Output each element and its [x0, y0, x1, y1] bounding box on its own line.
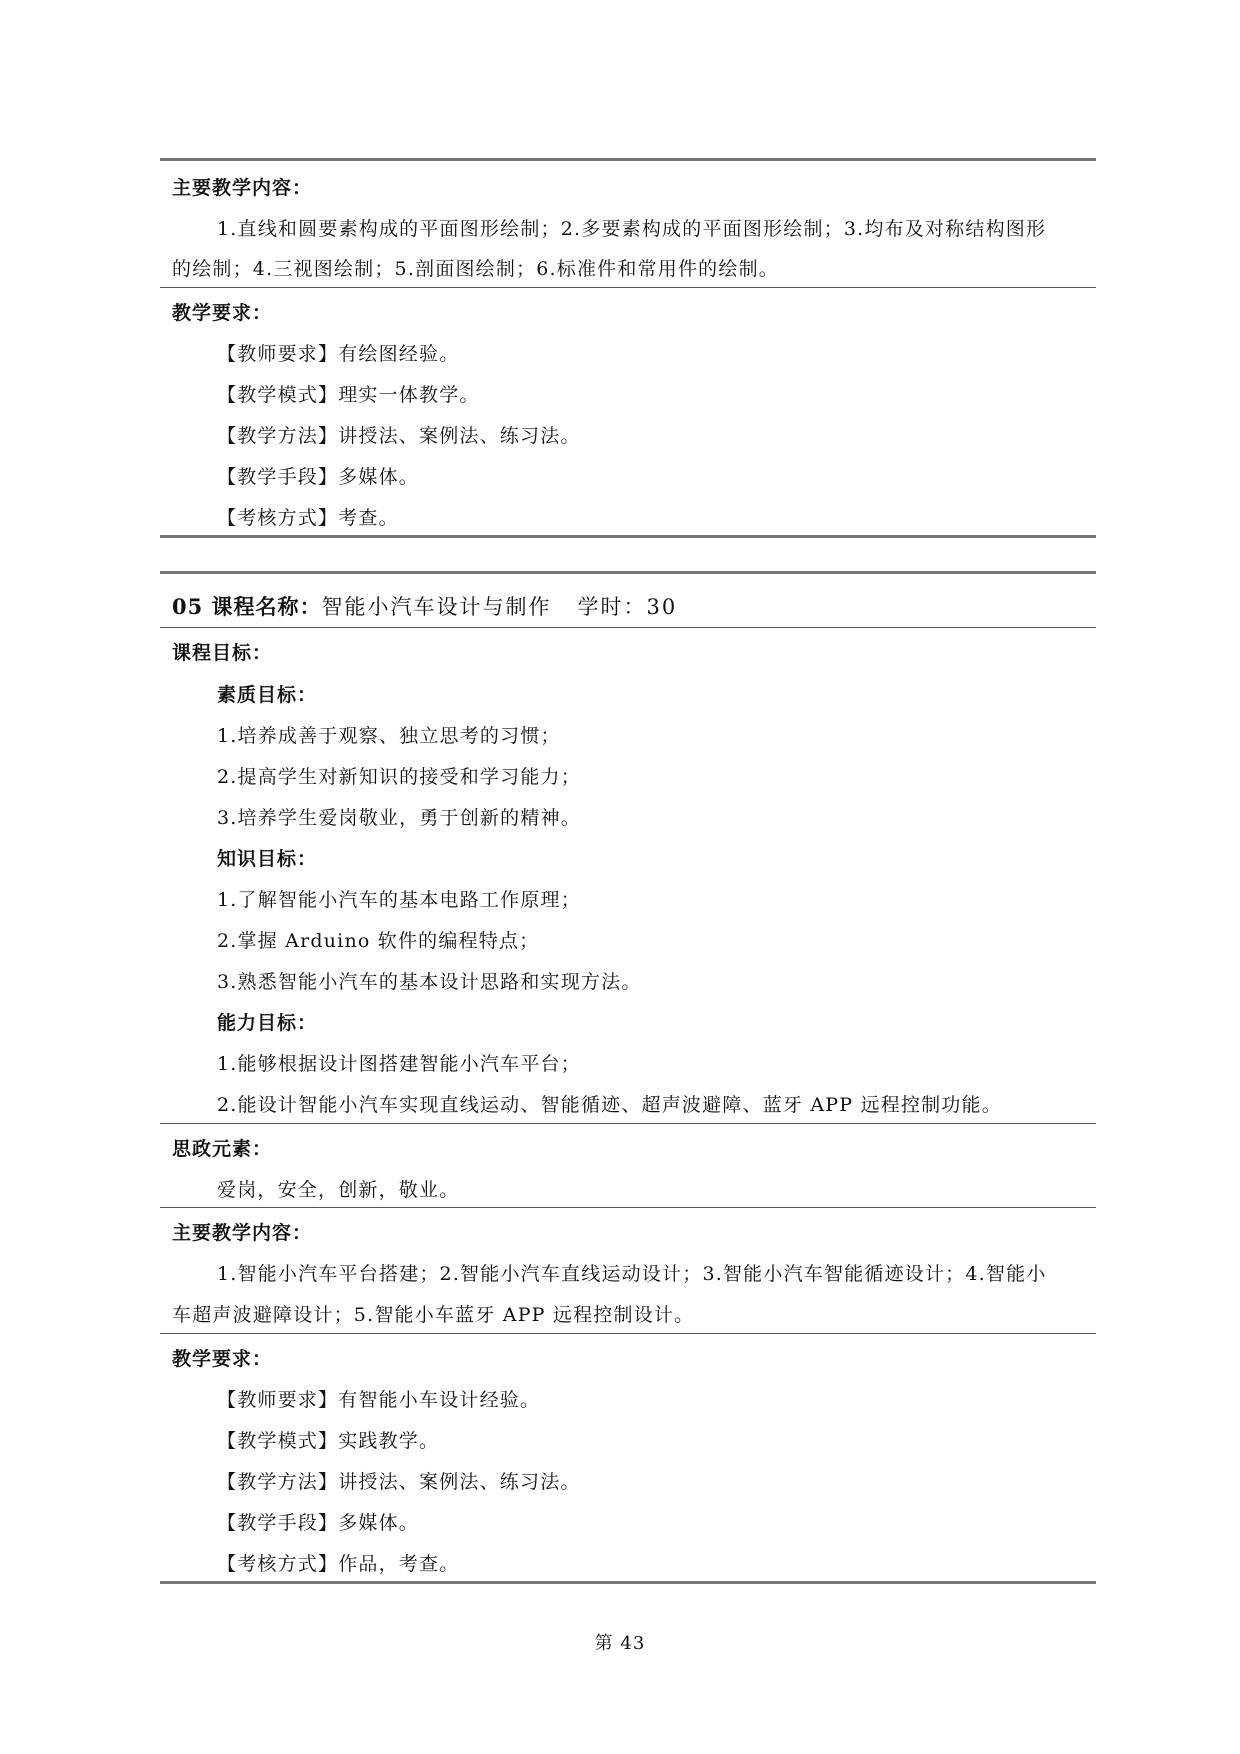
section-top-rule	[160, 158, 1096, 161]
ideology-heading: 思政元素：	[172, 1138, 273, 1160]
requirements-heading: 教学要求：	[172, 302, 273, 324]
requirement-item: 【教师要求】有智能小车设计经验。	[217, 1389, 541, 1411]
divider	[160, 1123, 1096, 1124]
quality-goal-item: 1.培养成善于观察、独立思考的习惯；	[217, 725, 561, 747]
divider	[160, 1333, 1096, 1334]
requirements-heading: 教学要求：	[172, 1348, 273, 1370]
content-line: 1.智能小汽车平台搭建；2.智能小汽车直线运动设计；3.智能小汽车智能循迹设计；4.智能小	[217, 1263, 1047, 1285]
ability-goal-item: 1.能够根据设计图搭建智能小汽车平台；	[217, 1053, 581, 1075]
requirement-item: 【教学手段】多媒体。	[217, 466, 420, 488]
knowledge-goal-item: 1.了解智能小汽车的基本电路工作原理；	[217, 889, 581, 911]
document-page	[160, 0, 1096, 1754]
knowledge-goals-heading: 知识目标：	[217, 848, 318, 870]
knowledge-goal-item: 3.熟悉智能小汽车的基本设计思路和实现方法。	[217, 971, 642, 993]
knowledge-goal-item: 2.掌握 Arduino 软件的编程特点；	[217, 930, 540, 952]
divider	[160, 627, 1096, 628]
course-hours-label: 学时：	[577, 595, 647, 619]
quality-goal-item: 3.培养学生爱岗敬业，勇于创新的精神。	[217, 807, 581, 829]
section-bottom-rule	[160, 535, 1096, 538]
ability-goal-item: 2.能设计智能小汽车实现直线运动、智能循迹、超声波避障、蓝牙 APP 远程控制功能。	[217, 1094, 1002, 1116]
content-line: 的绘制；4.三视图绘制；5.剖面图绘制；6.标准件和常用件的绘制。	[172, 258, 779, 280]
requirement-item: 【教学方法】讲授法、案例法、练习法。	[217, 425, 581, 447]
course-top-rule	[160, 571, 1096, 574]
course-bottom-rule	[160, 1581, 1096, 1584]
content-heading: 主要教学内容：	[172, 1222, 313, 1244]
ideology-text: 爱岗，安全，创新，敬业。	[217, 1179, 460, 1201]
content-line: 1.直线和圆要素构成的平面图形绘制；2.多要素构成的平面图形绘制；3.均布及对称结构图形	[217, 218, 1047, 240]
goals-heading: 课程目标：	[172, 642, 273, 664]
requirement-item: 【教师要求】有绘图经验。	[217, 343, 460, 365]
quality-goals-heading: 素质目标：	[217, 684, 318, 706]
requirement-item: 【考核方式】作品，考查。	[217, 1553, 460, 1575]
divider	[160, 1207, 1096, 1208]
page-number: 第 43	[594, 1633, 646, 1654]
content-heading: 主要教学内容：	[172, 177, 313, 199]
divider	[160, 287, 1096, 288]
requirement-item: 【教学方法】讲授法、案例法、练习法。	[217, 1471, 581, 1493]
course-hours-value: 30	[646, 595, 678, 619]
course-title-label: 05 课程名称：	[172, 594, 322, 619]
requirement-item: 【教学手段】多媒体。	[217, 1512, 420, 1534]
course-title	[172, 593, 677, 621]
quality-goal-item: 2.提高学生对新知识的接受和学习能力；	[217, 766, 581, 788]
ability-goals-heading: 能力目标：	[217, 1012, 318, 1034]
content-line: 车超声波避障设计；5.智能小车蓝牙 APP 远程控制设计。	[172, 1304, 695, 1326]
requirement-item: 【考核方式】考查。	[217, 507, 399, 529]
course-name: 智能小汽车设计与制作	[321, 595, 552, 619]
requirement-item: 【教学模式】实践教学。	[217, 1430, 440, 1452]
requirement-item: 【教学模式】理实一体教学。	[217, 384, 480, 406]
